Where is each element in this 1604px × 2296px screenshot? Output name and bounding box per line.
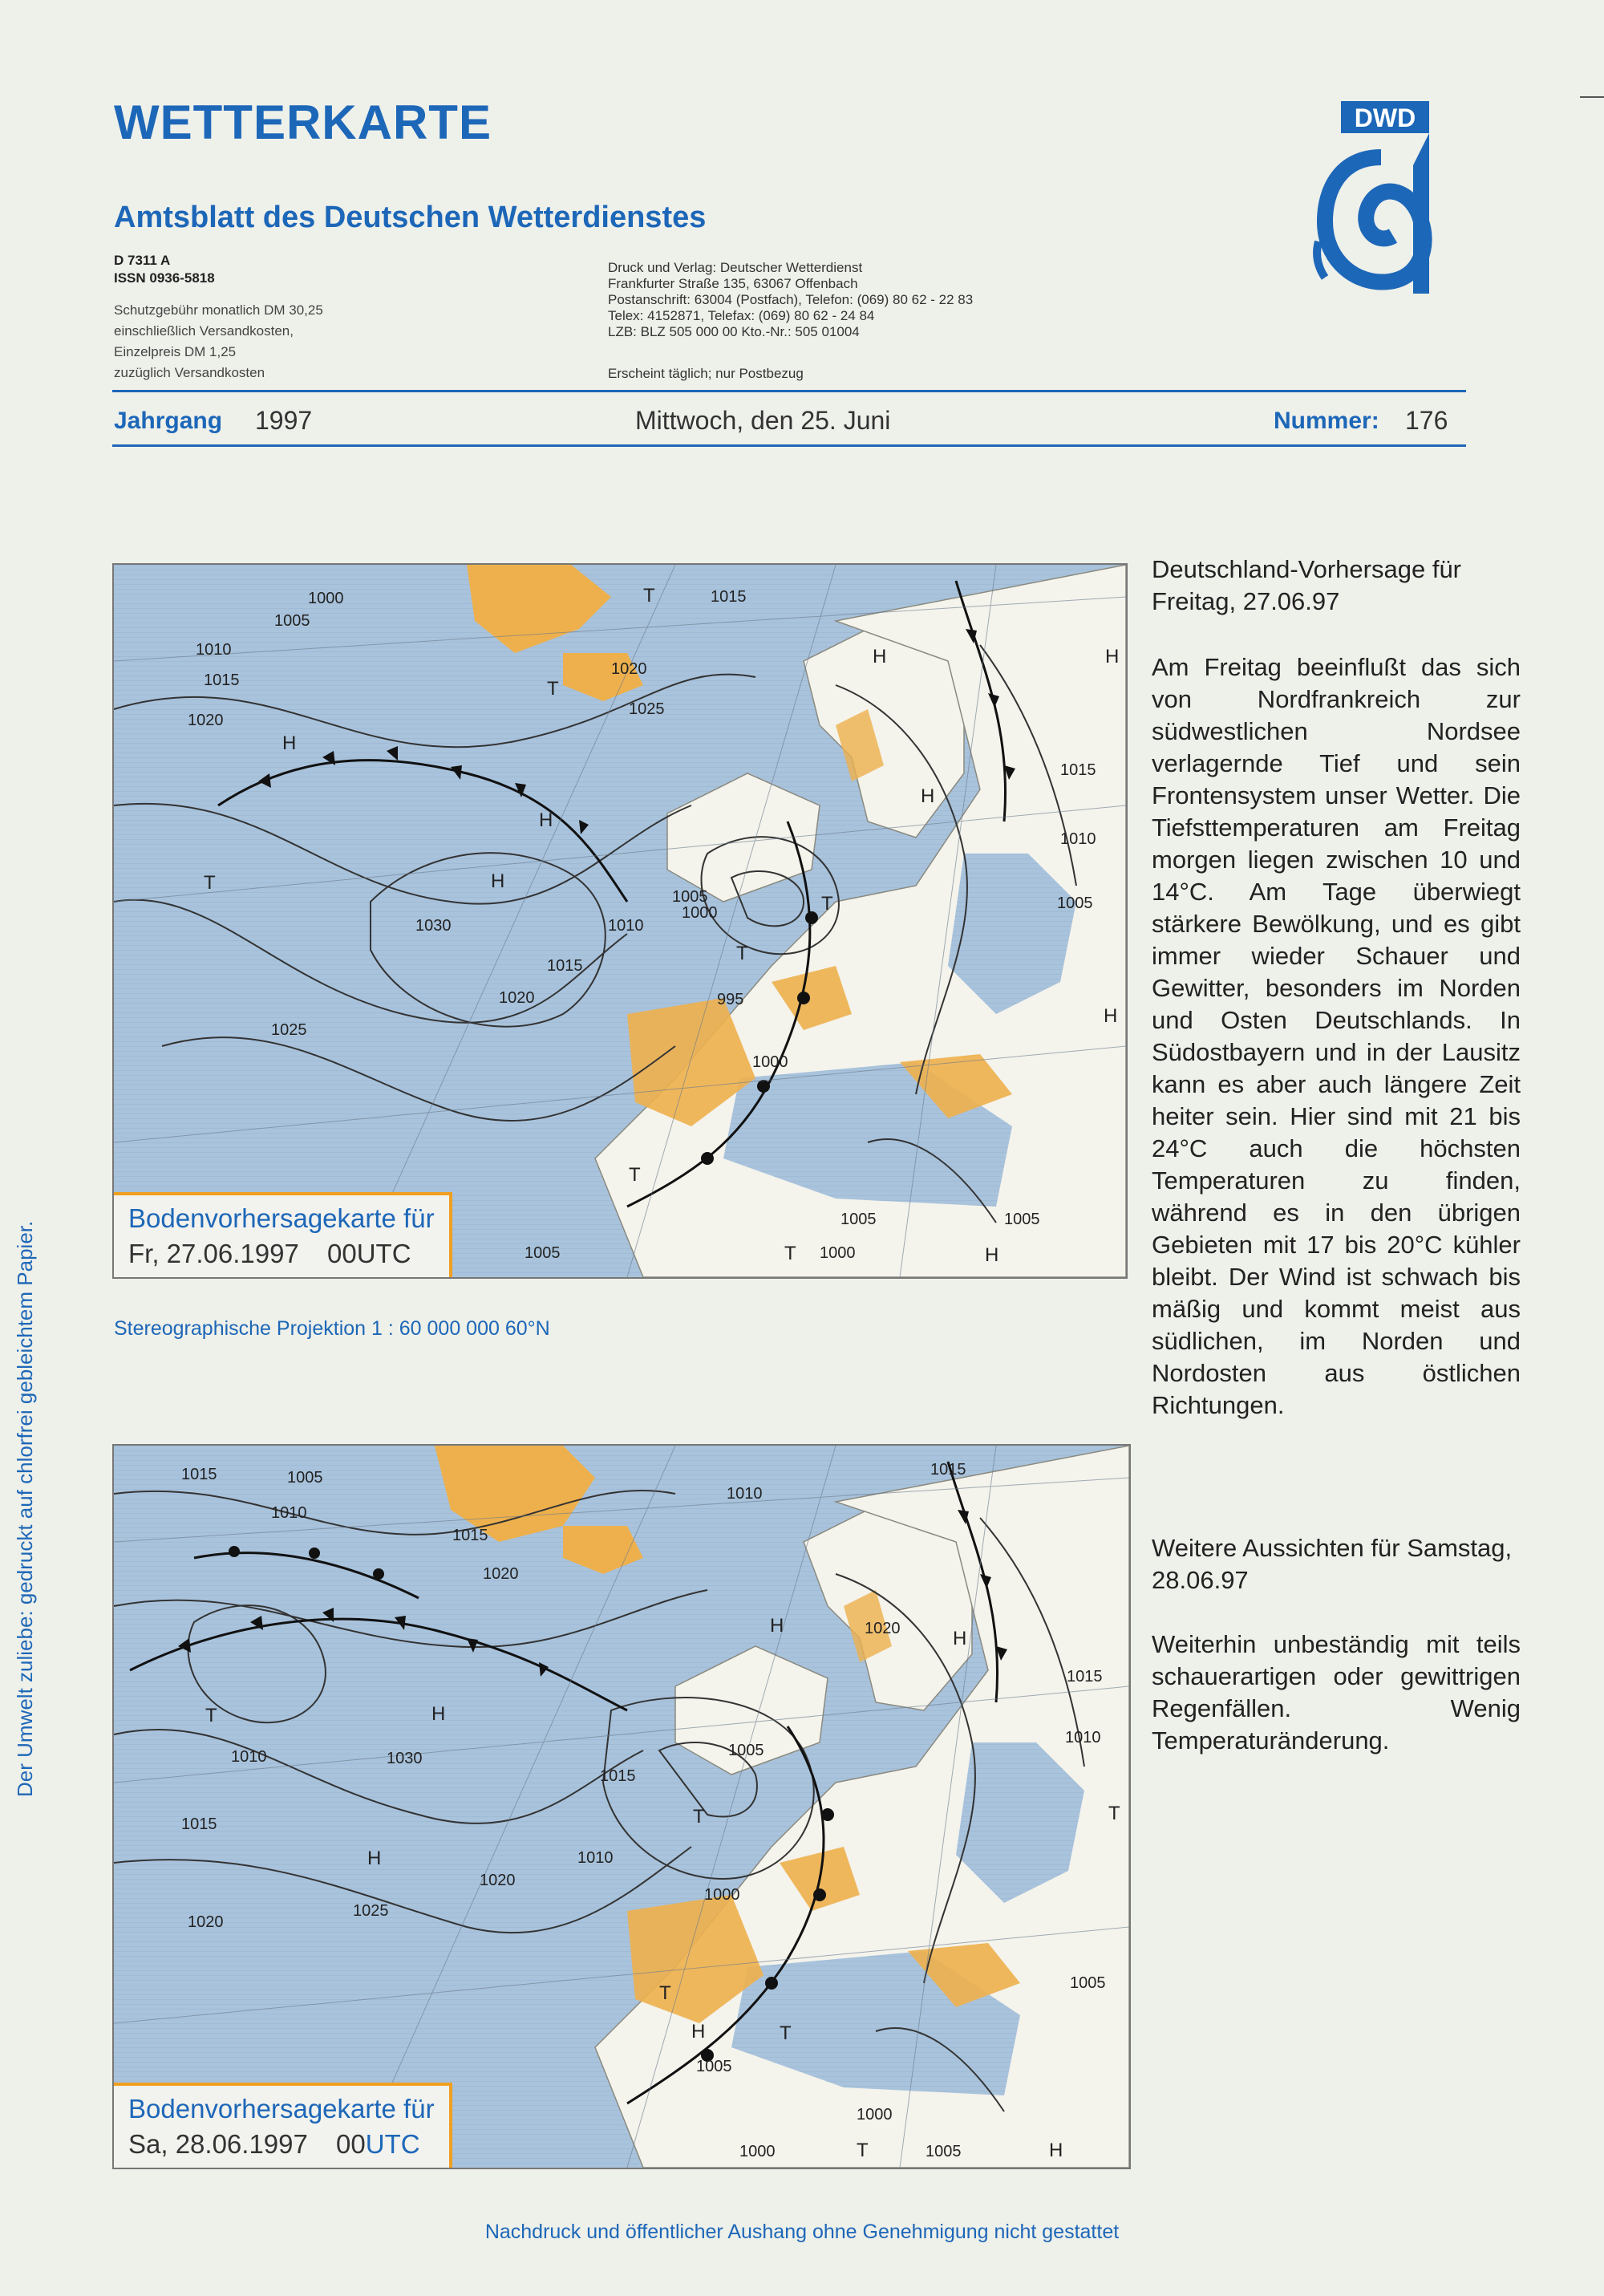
isobar-label: 1015 bbox=[181, 1466, 217, 1483]
isobar-label: 1020 bbox=[865, 1620, 901, 1637]
low-pressure-label: T bbox=[204, 872, 216, 894]
publisher-line: Telex: 4152871, Telefax: (069) 80 62 - 24 84 bbox=[608, 308, 875, 323]
publisher-line: Frankfurter Straße 135, 63067 Offenbach bbox=[608, 276, 858, 291]
isobar-label: 1000 bbox=[739, 2143, 776, 2160]
low-pressure-label: T bbox=[736, 943, 748, 964]
low-pressure-label: T bbox=[659, 1982, 671, 2004]
isobar-label: 1005 bbox=[672, 888, 708, 906]
page-title: WETTERKARTE bbox=[114, 95, 492, 149]
map2-caption-date-row bbox=[128, 2129, 435, 2160]
low-pressure-label: T bbox=[205, 1705, 217, 1726]
isobar-label: 1020 bbox=[483, 1565, 519, 1583]
nummer-label: Nummer: bbox=[1274, 408, 1379, 434]
forecast-map-saturday bbox=[112, 1444, 1131, 2169]
map1-caption-title: Bodenvorhersagekarte für bbox=[128, 1203, 435, 1233]
isobar-label: 1015 bbox=[181, 1815, 217, 1833]
jahrgang-value: 1997 bbox=[255, 406, 313, 435]
isobar-label: 1015 bbox=[1067, 1668, 1103, 1685]
outlook-body: Weiterhin unbeständig mit teils schauerartigen oder gewittrigen Regenfällen. Wenig Temperaturänderung. bbox=[1152, 1630, 1521, 1754]
header-rule-top bbox=[112, 390, 1466, 392]
low-pressure-label: T bbox=[693, 1806, 705, 1827]
outlook-heading: Weitere Aussichten für Samstag, 28.06.97 bbox=[1152, 1534, 1513, 1594]
isobar-label: 995 bbox=[717, 991, 744, 1008]
forecast-body: Am Freitag beeinflußt das sich von Nordfrankreich zur südwestlichen Nordsee verlagernde Tief und sein Frontensystem unser Wetter. Die Tiefsttemperaturen am Freitag morgen liegen zwischen 10 und 14°C. Am Tage überwiegt stärkere Bewölkung, und es gibt immer wieder Schauer und Gewitter, besonders im Norden und Osten Deutschlands. In Südostbayern und in der Lausitz kann es aber auch längere Zeit heiter sein. Hier sind mit 21 bis 24°C auch die höchsten Temperaturen zu finden, während es in den übrigen Gebieten mit 17 bis 20°C kühler bleibt. Der Wind ist schwach bis mäßig und kommt meist aus südlichen, im Norden und Nordosten aus östlichen Richtungen. bbox=[1152, 653, 1521, 1419]
fee-line: einschließlich Versandkosten, bbox=[114, 323, 294, 339]
issue-date: Mittwoch, den 25. Juni bbox=[635, 406, 891, 435]
isobar-label: 1020 bbox=[480, 1872, 516, 1889]
publisher-info bbox=[608, 260, 973, 340]
high-pressure-label: H bbox=[770, 1615, 784, 1637]
footer-note: Nachdruck und öffentlicher Aushang ohne Genehmigung nicht gestattet bbox=[484, 2221, 1120, 2243]
fee-info bbox=[114, 300, 323, 383]
isobar-label: 1000 bbox=[308, 590, 344, 607]
fee-line: Einzelpreis DM 1,25 bbox=[114, 344, 237, 359]
dwd-logo bbox=[1309, 101, 1437, 302]
high-pressure-label: H bbox=[953, 1628, 967, 1649]
low-pressure-label: T bbox=[784, 1243, 796, 1264]
isobar-label: 1005 bbox=[525, 1244, 561, 1262]
high-pressure-label: H bbox=[1049, 2140, 1063, 2161]
isobar-label: 1015 bbox=[547, 957, 583, 975]
high-pressure-label: H bbox=[367, 1848, 382, 1869]
page-subtitle: Amtsblatt des Deutschen Wetterdienstes bbox=[114, 201, 707, 234]
dwd-logo-text: DWD bbox=[1354, 103, 1416, 132]
high-pressure-label: H bbox=[431, 1703, 446, 1725]
map1-caption-date-row bbox=[128, 1239, 435, 1269]
low-pressure-label: T bbox=[821, 893, 833, 915]
isobar-label: 1010 bbox=[577, 1849, 614, 1867]
map1-caption-time: 00UTC bbox=[327, 1239, 411, 1268]
isobar-label: 1000 bbox=[704, 1886, 740, 1904]
fee-line: Schutzgebühr monatlich DM 30,25 bbox=[114, 302, 323, 318]
low-pressure-label: T bbox=[643, 585, 655, 606]
isobar-label: 1020 bbox=[188, 712, 224, 729]
isobar-label: 1015 bbox=[711, 588, 747, 606]
isobar-label: 1015 bbox=[452, 1527, 488, 1544]
isobar-label: 1010 bbox=[271, 1504, 307, 1522]
isobar-label: 1010 bbox=[727, 1485, 763, 1503]
isobar-label: 1005 bbox=[1057, 894, 1093, 912]
map2-caption-date: Sa, 28.06.1997 bbox=[128, 2129, 308, 2159]
low-pressure-label: T bbox=[629, 1164, 641, 1186]
low-pressure-label: T bbox=[780, 2022, 792, 2044]
high-pressure-label: H bbox=[691, 2021, 706, 2042]
nummer-value: 176 bbox=[1405, 406, 1448, 435]
isobar-label: 1020 bbox=[188, 1913, 224, 1931]
isobar-label: 1020 bbox=[611, 660, 647, 678]
high-pressure-label: H bbox=[921, 785, 935, 807]
high-pressure-label: H bbox=[282, 732, 297, 754]
code-line: D 7311 A bbox=[114, 253, 171, 268]
low-pressure-label: T bbox=[857, 2140, 869, 2161]
isobar-label: 1010 bbox=[608, 917, 644, 935]
forecast-map-friday-drawing bbox=[114, 565, 1126, 1277]
map2-caption-time-utc: UTC bbox=[365, 2129, 420, 2159]
isobar-label: 1030 bbox=[387, 1750, 423, 1767]
map1-caption bbox=[114, 1192, 452, 1277]
high-pressure-label: H bbox=[985, 1244, 999, 1266]
isobar-label: 1005 bbox=[274, 612, 310, 630]
projection-note: Stereographische Projektion 1 : 60 000 000 60°N bbox=[114, 1317, 550, 1340]
high-pressure-label: H bbox=[1105, 646, 1120, 667]
high-pressure-label: H bbox=[491, 870, 505, 892]
header-rule-bottom bbox=[112, 444, 1466, 447]
isobar-label: 1010 bbox=[1065, 1729, 1101, 1746]
forecast-heading: Deutschland-Vorhersage für Freitag, 27.06.97 bbox=[1152, 555, 1462, 615]
isobar-label: 1005 bbox=[926, 2143, 962, 2160]
forecast-map-friday bbox=[112, 563, 1128, 1279]
map2-caption-title: Bodenvorhersagekarte für bbox=[128, 2094, 435, 2124]
isobar-label: 1020 bbox=[499, 989, 535, 1007]
high-pressure-label: H bbox=[539, 809, 553, 831]
map2-caption bbox=[114, 2083, 452, 2168]
isobar-label: 1010 bbox=[196, 641, 232, 659]
isobar-label: 1000 bbox=[857, 2106, 893, 2124]
publication-codes bbox=[114, 252, 215, 287]
environment-note: Der Umwelt zuliebe: gedruckt auf chlorfrei gebleichtem Papier. bbox=[13, 1220, 37, 1797]
isobar-label: 1005 bbox=[696, 2058, 732, 2075]
isobar-label: 1015 bbox=[1060, 761, 1096, 779]
isobar-label: 1005 bbox=[840, 1211, 877, 1228]
isobar-label: 1025 bbox=[629, 700, 665, 718]
isobar-label: 1015 bbox=[600, 1767, 636, 1785]
appears-note: Erscheint täglich; nur Postbezug bbox=[608, 366, 804, 381]
isobar-label: 1025 bbox=[271, 1021, 307, 1039]
edge-mark bbox=[1580, 96, 1604, 98]
isobar-label: 1025 bbox=[353, 1902, 389, 1920]
publisher-line: Postanschrift: 63004 (Postfach), Telefon: (069) 80 62 - 22 83 bbox=[608, 292, 974, 307]
isobar-label: 1005 bbox=[287, 1469, 323, 1487]
low-pressure-label: T bbox=[547, 678, 559, 700]
isobar-label: 1000 bbox=[682, 904, 718, 922]
map2-caption-time: 00 bbox=[336, 2129, 366, 2159]
isobar-label: 1005 bbox=[1070, 1974, 1106, 1992]
publisher-line: LZB: BLZ 505 000 00 Kto.-Nr.: 505 01004 bbox=[608, 324, 860, 339]
isobar-label: 1005 bbox=[1004, 1211, 1040, 1228]
map1-caption-date: Fr, 27.06.1997 bbox=[128, 1239, 299, 1268]
isobar-label: 1000 bbox=[820, 1244, 856, 1262]
isobar-label: 1015 bbox=[204, 671, 240, 689]
isobar-label: 1000 bbox=[752, 1053, 788, 1071]
isobar-label: 1015 bbox=[930, 1461, 966, 1479]
isobar-label: 1005 bbox=[728, 1742, 764, 1759]
code-line: ISSN 0936-5818 bbox=[114, 270, 215, 286]
jahrgang-label: Jahrgang bbox=[114, 408, 223, 434]
high-pressure-label: H bbox=[1104, 1005, 1118, 1027]
publisher-line: Druck und Verlag: Deutscher Wetterdienst bbox=[608, 260, 863, 275]
high-pressure-label: H bbox=[873, 646, 887, 667]
isobar-label: 1010 bbox=[231, 1748, 267, 1766]
fee-line: zuzüglich Versandkosten bbox=[114, 365, 265, 380]
low-pressure-label: T bbox=[1108, 1803, 1120, 1824]
isobar-label: 1010 bbox=[1060, 830, 1096, 848]
isobar-label: 1030 bbox=[415, 917, 452, 935]
forecast-map-saturday-drawing bbox=[114, 1446, 1129, 2168]
